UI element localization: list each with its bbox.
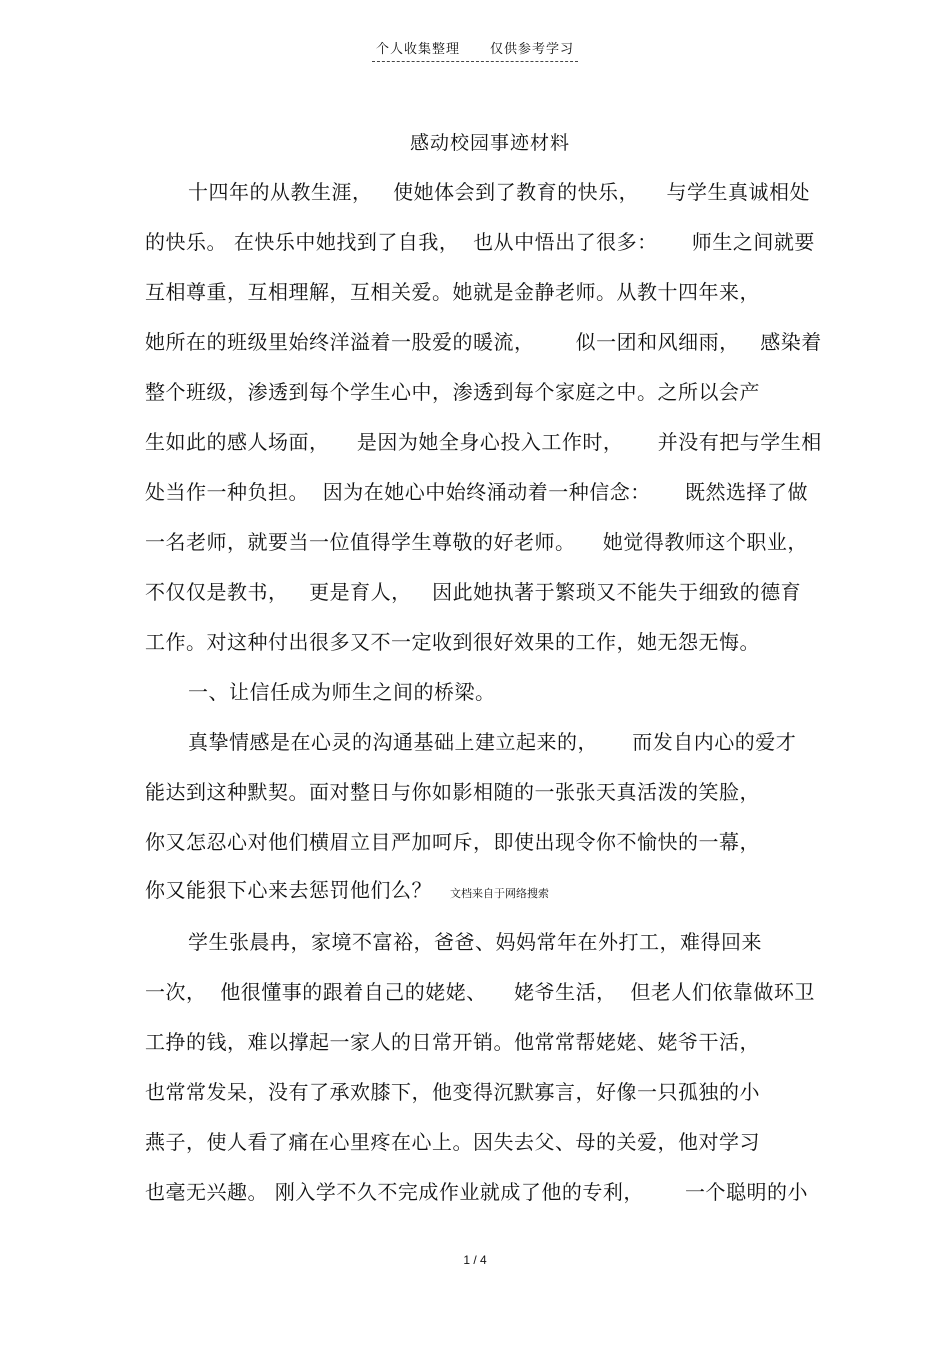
section-heading: 一、让信任成为师生之间的桥梁。	[188, 680, 496, 704]
body-line: 燕子，使人看了痛在心里疼在心上。因失去父、母的关爱，他对学习	[145, 1130, 760, 1154]
body-line: 一次， 他很懂事的跟着自己的姥姥、 姥爷生活， 但老人们依靠做环卫	[145, 980, 815, 1004]
body-line: 学生张晨冉，家境不富裕，爸爸、妈妈常年在外打工，难得回来	[188, 930, 762, 954]
body-line: 生如此的感人场面， 是因为她全身心投入工作时， 并没有把与学生相	[145, 430, 822, 454]
body-line-text: 你又能狠下心来去惩罚他们么？	[145, 878, 432, 902]
body-line: 不仅仅是教书， 更是育人， 因此她执著于繁琐又不能失于细致的德育	[145, 580, 802, 604]
body-line: 整个班级，渗透到每个学生心中，渗透到每个家庭之中。之所以会产	[145, 380, 760, 404]
document-title: 感动校园事迹材料	[409, 132, 570, 154]
body-line: 真挚情感是在心灵的沟通基础上建立起来的， 而发自内心的爱才	[188, 730, 797, 754]
body-line: 也毫无兴趣。 刚入学不久不完成作业就成了他的专利， 一个聪明的小	[145, 1180, 809, 1204]
body-line: 你又怎忍心对他们横眉立目严加呵斥，即使出现令你不愉快的一幕，	[145, 830, 760, 854]
source-note: 文档来自于网络搜索	[450, 887, 549, 900]
body-line: 的快乐。 在快乐中她找到了自我， 也从中悟出了很多： 师生之间就要	[145, 230, 815, 254]
body-line-with-note	[145, 878, 549, 906]
page-number: 1 / 4	[463, 1253, 487, 1267]
body-line: 工挣的钱，难以撑起一家人的日常开销。他常常帮姥姥、姥爷干活，	[145, 1030, 760, 1054]
body-line: 一名老师，就要当一位值得学生尊敬的好老师。 她觉得教师这个职业，	[145, 530, 808, 554]
header-left-text: 个人收集整理	[375, 42, 460, 57]
header-right-text: 仅供参考学习	[490, 42, 575, 57]
body-line: 也常常发呆，没有了承欢膝下，他变得沉默寡言，好像一只孤独的小	[145, 1080, 760, 1104]
page-header	[0, 38, 950, 62]
body-line: 十四年的从教生涯， 使她体会到了教育的快乐， 与学生真诚相处	[188, 180, 811, 204]
body-line: 处当作一种负担。 因为在她心中始终涌动着一种信念： 既然选择了做	[145, 480, 809, 504]
body-line: 工作。对这种付出很多又不一定收到很好效果的工作，她无怨无悔。	[145, 630, 760, 654]
body-line: 能达到这种默契。面对整日与你如影相随的一张张天真活泼的笑脸，	[145, 780, 760, 804]
body-line: 她所在的班级里始终洋溢着一股爱的暖流， 似一团和风细雨， 感染着	[145, 330, 822, 354]
body-line: 互相尊重，互相理解，互相关爱。她就是金静老师。从教十四年来，	[145, 280, 760, 304]
